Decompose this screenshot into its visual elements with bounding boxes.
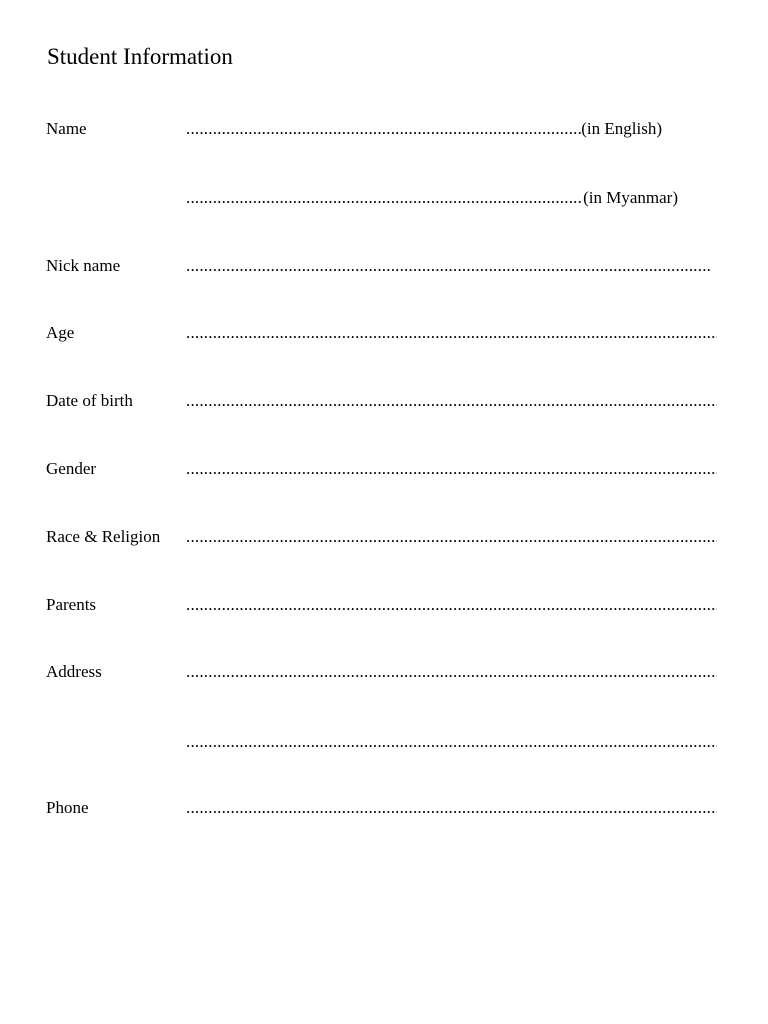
address-dotted-line-2 — [186, 731, 717, 753]
name-myanmar-dotted-line — [186, 187, 583, 209]
date-of-birth-label: Date of birth — [46, 391, 133, 410]
phone-field[interactable] — [186, 797, 717, 819]
age-label: Age — [46, 323, 75, 342]
nick-name-field[interactable] — [186, 255, 712, 277]
nick-name-label: Nick name — [46, 256, 121, 275]
race-religion-dotted-line — [186, 526, 717, 548]
form-title: Student Information — [47, 44, 233, 69]
name-label: Name — [46, 119, 87, 138]
name-english-dotted-line — [186, 118, 581, 140]
address-field-line-2[interactable] — [186, 731, 717, 753]
race-religion-label: Race & Religion — [46, 527, 161, 546]
address-dotted-line-1 — [186, 661, 717, 683]
address-label: Address — [46, 662, 102, 681]
parents-dotted-line — [186, 594, 717, 616]
address-field-line-1[interactable] — [186, 661, 717, 683]
phone-dotted-line — [186, 797, 717, 819]
age-dotted-line — [186, 322, 717, 344]
age-field[interactable] — [186, 322, 717, 344]
name-myanmar-suffix: (in Myanmar) — [583, 188, 678, 207]
name-myanmar-field[interactable] — [186, 187, 678, 209]
parents-label: Parents — [46, 595, 97, 614]
date-of-birth-field[interactable] — [186, 390, 717, 412]
gender-dotted-line — [186, 458, 717, 480]
parents-field[interactable] — [186, 594, 717, 616]
name-english-suffix: (in English) — [581, 119, 662, 138]
date-of-birth-dotted-line — [186, 390, 717, 412]
phone-label: Phone — [46, 798, 89, 817]
gender-field[interactable] — [186, 458, 717, 480]
gender-label: Gender — [46, 459, 97, 478]
race-religion-field[interactable] — [186, 526, 717, 548]
nick-name-dotted-line — [186, 255, 712, 277]
name-english-field[interactable] — [186, 118, 662, 140]
